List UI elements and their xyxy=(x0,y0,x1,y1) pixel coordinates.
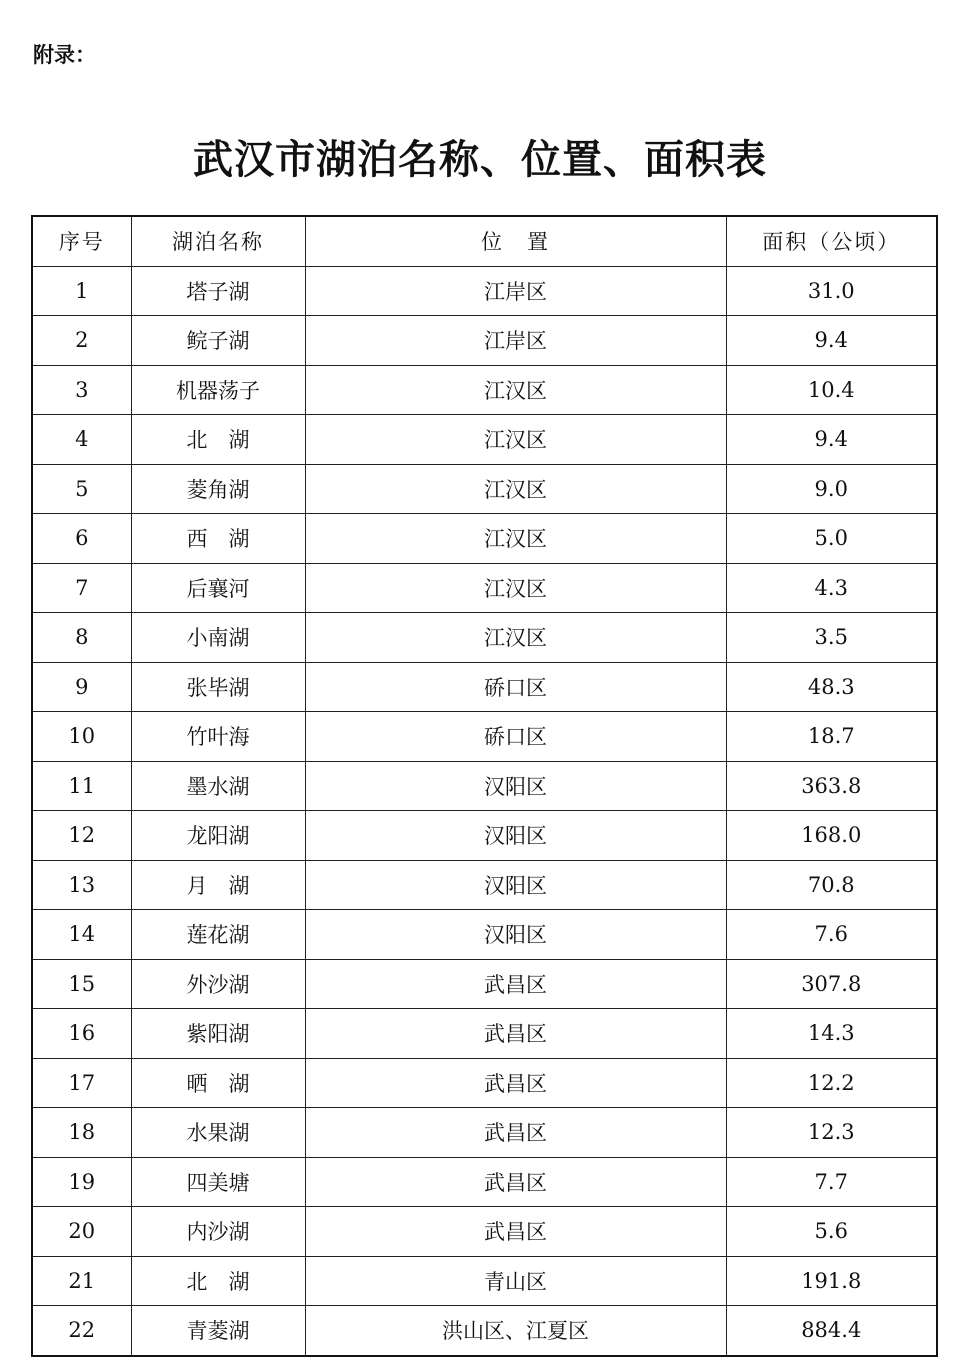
cell-area: 7.7 xyxy=(726,1157,937,1207)
cell-name: 外沙湖 xyxy=(131,959,305,1009)
cell-name: 西 湖 xyxy=(131,514,305,564)
cell-location: 洪山区、江夏区 xyxy=(305,1306,726,1356)
cell-location: 武昌区 xyxy=(305,1009,726,1059)
cell-location: 武昌区 xyxy=(305,1058,726,1108)
table-row xyxy=(32,910,937,960)
cell-area: 9.4 xyxy=(726,316,937,366)
cell-no: 2 xyxy=(32,316,131,366)
header-area: 面积（公顷） xyxy=(726,216,937,266)
cell-area: 191.8 xyxy=(726,1256,937,1306)
cell-name: 小南湖 xyxy=(131,613,305,663)
cell-area: 48.3 xyxy=(726,662,937,712)
table-row xyxy=(32,860,937,910)
cell-location: 江汉区 xyxy=(305,563,726,613)
table-row xyxy=(32,316,937,366)
table-row xyxy=(32,266,937,316)
table-row xyxy=(32,464,937,514)
table-row xyxy=(32,712,937,762)
cell-location: 江汉区 xyxy=(305,464,726,514)
cell-name: 后襄河 xyxy=(131,563,305,613)
cell-name: 龙阳湖 xyxy=(131,811,305,861)
table-row xyxy=(32,1108,937,1158)
table-row xyxy=(32,1306,937,1356)
header-name: 湖泊名称 xyxy=(131,216,305,266)
cell-no: 21 xyxy=(32,1256,131,1306)
cell-name: 水果湖 xyxy=(131,1108,305,1158)
cell-no: 3 xyxy=(32,365,131,415)
cell-name: 北 湖 xyxy=(131,415,305,465)
cell-no: 9 xyxy=(32,662,131,712)
cell-location: 汉阳区 xyxy=(305,811,726,861)
cell-area: 12.2 xyxy=(726,1058,937,1108)
table-row xyxy=(32,563,937,613)
appendix-label: 附录： xyxy=(33,43,96,67)
cell-area: 9.0 xyxy=(726,464,937,514)
cell-no: 20 xyxy=(32,1207,131,1257)
table-row xyxy=(32,1009,937,1059)
cell-location: 武昌区 xyxy=(305,1207,726,1257)
cell-location: 汉阳区 xyxy=(305,860,726,910)
cell-location: 武昌区 xyxy=(305,959,726,1009)
cell-area: 12.3 xyxy=(726,1108,937,1158)
cell-name: 墨水湖 xyxy=(131,761,305,811)
document-title: 武汉市湖泊名称、位置、面积表 xyxy=(193,136,767,183)
table-row xyxy=(32,662,937,712)
table-row xyxy=(32,761,937,811)
cell-no: 19 xyxy=(32,1157,131,1207)
cell-name: 晒 湖 xyxy=(131,1058,305,1108)
cell-name: 紫阳湖 xyxy=(131,1009,305,1059)
cell-no: 12 xyxy=(32,811,131,861)
cell-area: 307.8 xyxy=(726,959,937,1009)
cell-no: 6 xyxy=(32,514,131,564)
cell-no: 8 xyxy=(32,613,131,663)
table-row xyxy=(32,959,937,1009)
cell-area: 3.5 xyxy=(726,613,937,663)
cell-area: 363.8 xyxy=(726,761,937,811)
cell-no: 11 xyxy=(32,761,131,811)
cell-location: 汉阳区 xyxy=(305,761,726,811)
table-row xyxy=(32,1256,937,1306)
cell-location: 青山区 xyxy=(305,1256,726,1306)
header-location: 位 置 xyxy=(305,216,726,266)
table-row xyxy=(32,415,937,465)
cell-location: 汉阳区 xyxy=(305,910,726,960)
cell-name: 四美塘 xyxy=(131,1157,305,1207)
cell-area: 4.3 xyxy=(726,563,937,613)
cell-name: 张毕湖 xyxy=(131,662,305,712)
cell-no: 1 xyxy=(32,266,131,316)
cell-area: 14.3 xyxy=(726,1009,937,1059)
table-body xyxy=(32,266,937,1356)
cell-no: 4 xyxy=(32,415,131,465)
cell-no: 10 xyxy=(32,712,131,762)
cell-location: 武昌区 xyxy=(305,1157,726,1207)
cell-name: 菱角湖 xyxy=(131,464,305,514)
cell-location: 江汉区 xyxy=(305,514,726,564)
table-header-row xyxy=(32,216,937,266)
cell-area: 7.6 xyxy=(726,910,937,960)
cell-no: 16 xyxy=(32,1009,131,1059)
cell-no: 5 xyxy=(32,464,131,514)
cell-area: 70.8 xyxy=(726,860,937,910)
table-row xyxy=(32,1157,937,1207)
cell-no: 17 xyxy=(32,1058,131,1108)
cell-location: 硚口区 xyxy=(305,712,726,762)
cell-location: 江汉区 xyxy=(305,415,726,465)
cell-no: 13 xyxy=(32,860,131,910)
cell-area: 18.7 xyxy=(726,712,937,762)
cell-location: 江岸区 xyxy=(305,266,726,316)
cell-area: 5.6 xyxy=(726,1207,937,1257)
cell-location: 硚口区 xyxy=(305,662,726,712)
cell-area: 884.4 xyxy=(726,1306,937,1356)
cell-no: 15 xyxy=(32,959,131,1009)
table-row xyxy=(32,613,937,663)
cell-name: 青菱湖 xyxy=(131,1306,305,1356)
cell-name: 鲩子湖 xyxy=(131,316,305,366)
cell-no: 22 xyxy=(32,1306,131,1356)
cell-name: 内沙湖 xyxy=(131,1207,305,1257)
cell-area: 31.0 xyxy=(726,266,937,316)
table-row xyxy=(32,514,937,564)
cell-location: 江汉区 xyxy=(305,613,726,663)
cell-area: 5.0 xyxy=(726,514,937,564)
cell-name: 月 湖 xyxy=(131,860,305,910)
cell-no: 7 xyxy=(32,563,131,613)
table-row xyxy=(32,1058,937,1108)
cell-name: 莲花湖 xyxy=(131,910,305,960)
table-row xyxy=(32,365,937,415)
cell-no: 14 xyxy=(32,910,131,960)
cell-area: 10.4 xyxy=(726,365,937,415)
cell-location: 江岸区 xyxy=(305,316,726,366)
cell-name: 竹叶海 xyxy=(131,712,305,762)
cell-name: 机器荡子 xyxy=(131,365,305,415)
cell-area: 9.4 xyxy=(726,415,937,465)
header-no: 序号 xyxy=(32,216,131,266)
table-row xyxy=(32,811,937,861)
cell-location: 江汉区 xyxy=(305,365,726,415)
table-row xyxy=(32,1207,937,1257)
cell-name: 北 湖 xyxy=(131,1256,305,1306)
cell-area: 168.0 xyxy=(726,811,937,861)
cell-name: 塔子湖 xyxy=(131,266,305,316)
lake-table xyxy=(31,215,938,1357)
cell-no: 18 xyxy=(32,1108,131,1158)
cell-location: 武昌区 xyxy=(305,1108,726,1158)
